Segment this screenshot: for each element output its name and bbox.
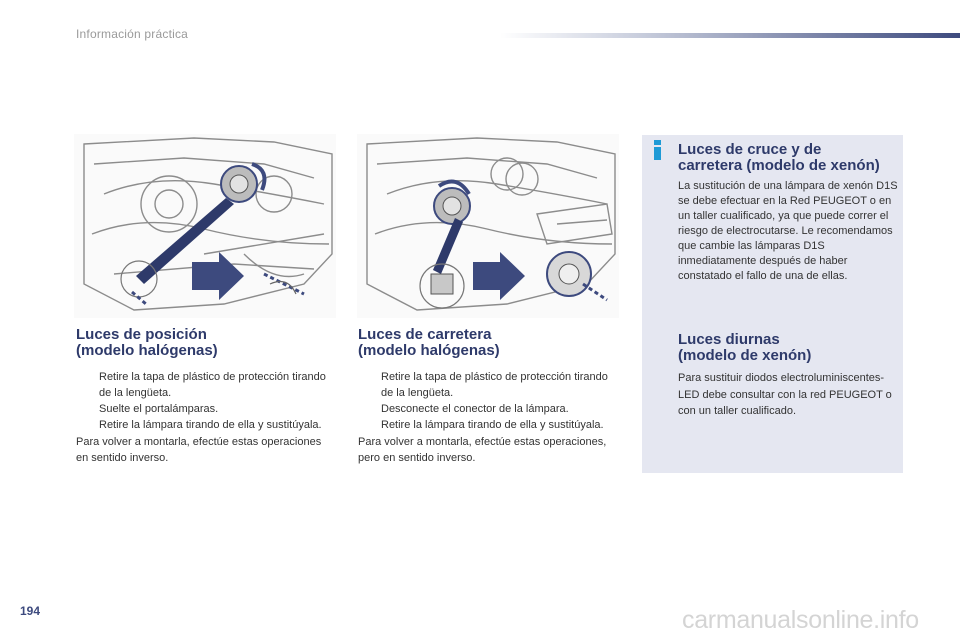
daytime-lights-title: Luces diurnas (modelo de xenón) xyxy=(678,331,812,364)
halogen-high-section xyxy=(358,327,618,466)
list-item: Desconecte el conector de la lámpara. xyxy=(381,403,569,415)
daytime-lights-text: Para sustituir diodos electroluminiscentes-LED debe consultar con la red PEUGEOT o con un taller cualificado. xyxy=(678,372,892,417)
xenon-info-box xyxy=(642,135,903,473)
info-icon xyxy=(651,140,665,160)
halogen-high-steps xyxy=(358,369,618,433)
section-title: Información práctica xyxy=(76,27,189,41)
high-beam-lamp-illustration xyxy=(357,134,619,318)
halogen-position-steps xyxy=(76,369,336,433)
halogen-high-title: Luces de carretera (modelo halógenas) xyxy=(358,326,500,359)
halogen-position-reassembly-note: Para volver a montarla, efectúe estas operaciones en sentido inverso. xyxy=(76,436,322,464)
halogen-position-section xyxy=(76,327,336,466)
header-gradient-bar xyxy=(500,33,960,38)
list-item: Retire la lámpara tirando de ella y sustitúyala. xyxy=(381,419,604,431)
list-item: Retire la tapa de plástico de protección tirando de la lengüeta. xyxy=(99,371,326,399)
halogen-position-title: Luces de posición (modelo halógenas) xyxy=(76,326,218,359)
page-number: 194 xyxy=(20,604,41,618)
position-lamp-illustration xyxy=(74,134,336,318)
halogen-high-reassembly-note: Para volver a montarla, efectúe estas operaciones, pero en sentido inverso. xyxy=(358,436,607,464)
xenon-beam-title: Luces de cruce y de carretera (modelo de xenón) xyxy=(678,141,880,174)
list-item: Retire la tapa de plástico de protección tirando de la lengüeta. xyxy=(381,371,608,399)
list-item: Retire la lámpara tirando de ella y sustitúyala. xyxy=(99,419,322,431)
xenon-beam-text: La sustitución de una lámpara de xenón D1S se debe efectuar en la Red PEUGEOT o en un taller cualificado, ya que puede correr el riesgo de electrocutarse. Le recomendamos que cambie las lámparas D1S inmediatamente después de haber constatado el fallo de una de ellas. xyxy=(678,180,898,282)
list-item: Suelte el portalámparas. xyxy=(99,403,219,415)
watermark: carmanualsonline.info xyxy=(682,606,919,634)
